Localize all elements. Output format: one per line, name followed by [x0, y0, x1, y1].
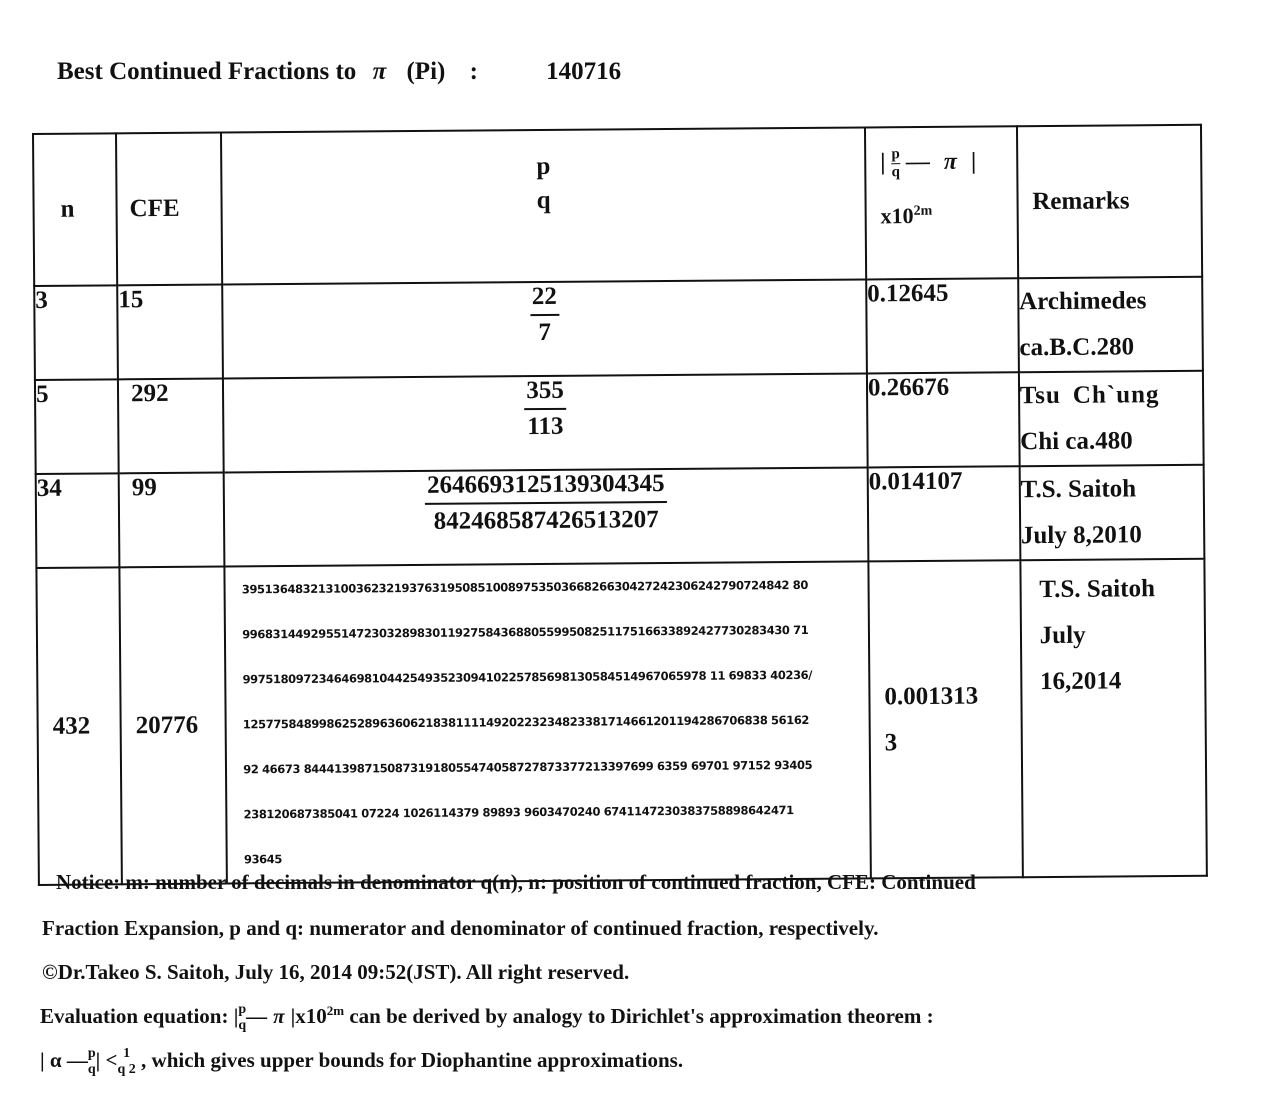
row-fraction — [530, 283, 560, 347]
eval-p: p — [238, 1002, 247, 1017]
remark-line: July 8,2010 — [1020, 521, 1142, 550]
title-paren: (Pi) — [406, 58, 446, 85]
digit-line: 9975180972346469810442549352309410225785698130584514967065978 11 69833 40236/ — [242, 667, 813, 687]
table-row — [35, 371, 1204, 474]
notice-line: Notice: m: number of decimals in denominator q(n), n: position of continued fraction, CFE: Continued — [56, 870, 976, 894]
header-error-fraction — [891, 146, 900, 181]
evaluation-line — [40, 1002, 934, 1034]
remark-line: Chi ca.480 — [1020, 427, 1133, 456]
dirichlet-q: q — [87, 1062, 96, 1077]
big-fraction-digits — [226, 562, 870, 882]
row-numerator: 2646693125139304345 — [427, 470, 665, 499]
digit-line: 395136483213100362321937631950851008975350366826630427242306242790724842 80 — [241, 577, 809, 597]
row-fraction-cell — [222, 279, 866, 378]
dirichlet-p: p — [87, 1046, 96, 1061]
row-denominator: 113 — [525, 408, 567, 441]
row-n: 5 — [35, 379, 119, 474]
minus-sign: — — [905, 148, 930, 176]
dirichlet-text: | < — [95, 1047, 118, 1072]
dirichlet-fraction — [88, 1046, 96, 1078]
eval-exponent: 2m — [326, 1002, 345, 1018]
pi-symbol: π — [372, 58, 387, 85]
page-title — [57, 58, 621, 86]
bound-one: 1 — [123, 1046, 131, 1061]
fractions-table — [32, 124, 1208, 886]
digit-line: 238120687385041 07224 1026114379 89893 9603470240 6741147230383758898642471 — [243, 803, 794, 822]
eval-text: can be derived by analogy to Dirichlet's approximation theorem : — [344, 1003, 934, 1028]
abs-right-bar: | — [970, 148, 977, 175]
remark-word: Ch`ung — [1072, 381, 1160, 409]
row-cfe: 99 — [119, 473, 225, 568]
remark-line: ca.B.C.280 — [1019, 333, 1135, 362]
table-header-row — [33, 125, 1202, 286]
header-pq-fraction — [534, 153, 552, 215]
eval-fraction — [238, 1002, 246, 1034]
header-pq — [221, 127, 866, 284]
title-code: 140716 — [546, 58, 622, 85]
row-remarks — [1020, 559, 1207, 877]
row-fraction — [524, 377, 566, 441]
copyright-line: ©Dr.Takeo S. Saitoh, July 16, 2014 09:52(JST). All right reserved. — [42, 960, 630, 984]
digit-line: 125775848998625289636062183811114920223234823381714661201194286706838 56162 — [242, 712, 810, 732]
table-row — [36, 465, 1205, 568]
title-text: Best Continued Fractions to — [57, 58, 357, 85]
remark-line: Archimedes — [1018, 287, 1147, 316]
remark-line — [1020, 372, 1203, 419]
dirichlet-text: | α — — [40, 1047, 88, 1072]
eval-text: |x10 — [290, 1003, 327, 1028]
abs-left-bar: | — [880, 149, 886, 176]
eval-q: q — [238, 1018, 247, 1033]
dirichlet-line — [40, 1046, 683, 1078]
header-error-p: p — [891, 146, 900, 163]
row-denominator: 842468587426513207 — [425, 501, 667, 536]
minus-sign: — — [246, 1003, 268, 1028]
title-colon: : — [469, 58, 478, 85]
row-remarks — [1018, 277, 1203, 372]
table-row — [36, 559, 1206, 885]
header-n: n — [33, 133, 117, 286]
digit-line: 92 46673 8444139871508731918055474058727873377213397699 6359 69701 97152 93405 — [243, 757, 813, 777]
eval-text: Evaluation equation: | — [40, 1003, 239, 1028]
table-row — [34, 277, 1203, 380]
row-remarks — [1019, 371, 1204, 466]
row-error: 0.12645 — [866, 278, 1019, 373]
dirichlet-text: , which gives upper bounds for Diophantine approximations. — [141, 1047, 684, 1072]
pi-symbol: π — [943, 148, 958, 175]
remark-line: T.S. Saitoh — [1039, 575, 1156, 604]
row-cfe: 292 — [118, 379, 224, 474]
header-remarks: Remarks — [1017, 125, 1202, 278]
row-numerator: 355 — [526, 376, 564, 405]
remark-line: T.S. Saitoh — [1020, 475, 1137, 504]
row-numerator: 22 — [531, 282, 557, 311]
header-p: p — [536, 152, 551, 181]
row-fraction-cell — [224, 467, 868, 566]
row-fraction-cell — [223, 373, 867, 472]
row-error: 0.26676 — [867, 372, 1020, 467]
error-line: 3 — [884, 728, 898, 756]
header-cfe: CFE — [116, 133, 222, 286]
row-fraction — [425, 470, 667, 536]
big-fraction-cell — [225, 561, 871, 883]
digit-line: 996831449295514723032898301192758436880559950825117516633892427730283430 71 — [242, 622, 809, 642]
row-cfe: 15 — [117, 285, 223, 380]
remark-line: July — [1039, 621, 1086, 650]
row-denominator: 7 — [530, 314, 559, 347]
dirichlet-bound — [118, 1046, 136, 1078]
header-error-scale — [881, 202, 1017, 229]
remark-line: 16,2014 — [1039, 667, 1122, 696]
header-q: q — [536, 186, 551, 215]
row-n: 432 — [36, 567, 121, 885]
row-error: 0.014107 — [868, 466, 1021, 561]
row-remarks — [1019, 465, 1204, 560]
bound-q2: q 2 — [117, 1062, 136, 1077]
row-cfe: 20776 — [119, 567, 227, 885]
row-n: 3 — [34, 285, 118, 380]
scale-exponent: 2m — [913, 203, 933, 219]
remark-word: Tsu — [1019, 381, 1061, 410]
header-error — [865, 126, 1018, 279]
row-error — [868, 560, 1022, 878]
notice-line: Fraction Expansion, p and q: numerator and denominator of continued fraction, respectively. — [42, 916, 879, 940]
pi-symbol: π — [273, 1003, 285, 1028]
header-error-q: q — [891, 164, 900, 181]
row-n: 34 — [36, 473, 120, 568]
error-line: 0.001313 — [884, 682, 979, 710]
scale-base: x10 — [880, 203, 914, 229]
digit-line: 93645 — [243, 852, 283, 867]
header-error-formula — [880, 146, 977, 181]
